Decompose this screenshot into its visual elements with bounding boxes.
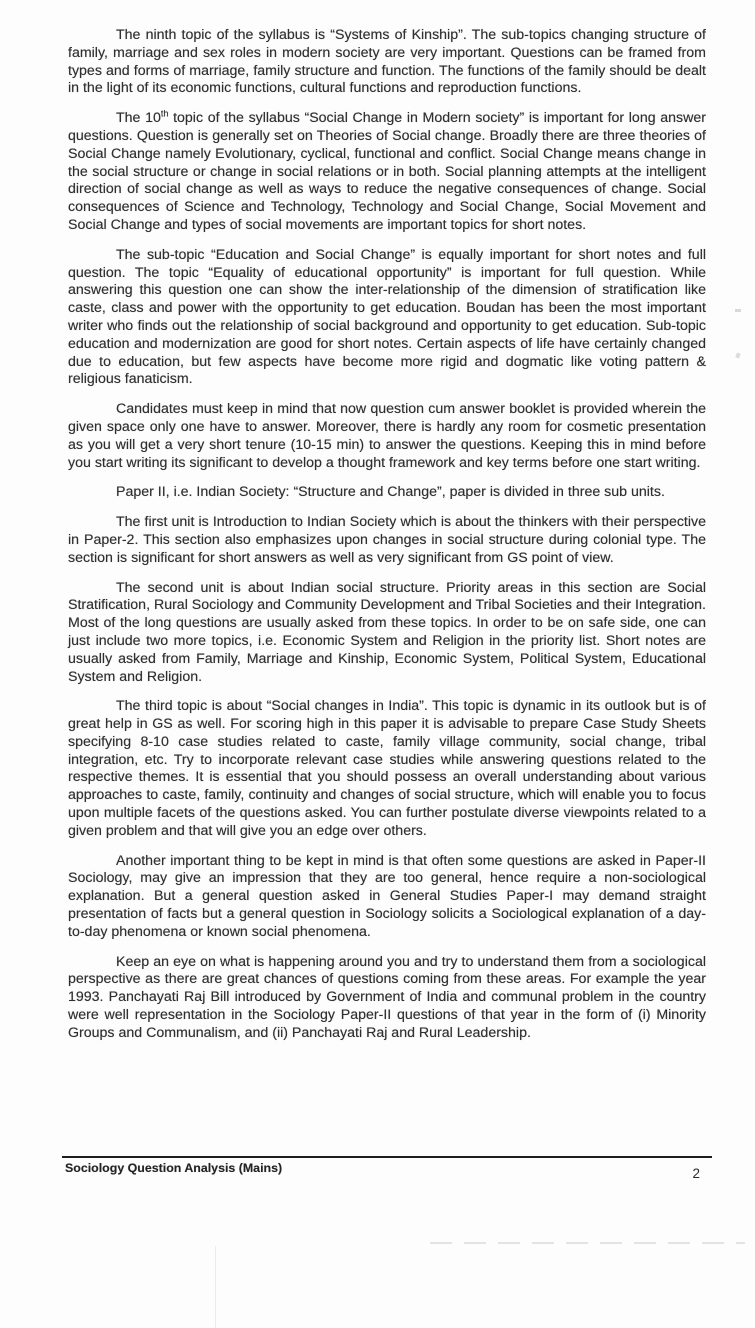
scan-artifact-speck <box>735 309 741 312</box>
paragraph-8: The third topic is about “Social changes in India”. This topic is dynamic in its outlook but is of great help in GS as well. For scoring high in this paper it is advisable to prepare Case Study Sheets specifying 8-10 case studies related to caste, family village community, social change, tribal integration, etc. Try to incorporate relevant case studies while answering questions related to the respective themes. It is essential that you should possess an overall understanding about various approaches to caste, family, continuity and changes of social structure, which will enable you to focus upon multiple facets of the questions asked. You can further postulate diverse viewpoints related to a given problem and that will give you an edge over others. <box>68 698 706 839</box>
scan-artifact-vertical-line <box>215 1246 216 1328</box>
paragraph-4: Candidates must keep in mind that now question cum answer booklet is provided wherein the given space only one have to answer. Moreover, there is hardly any room for cosmetic presentation as you will get a very short tenure (10-15 min) to answer the questions. Keeping this in mind before you start writing its significant to develop a thought framework and key terms before one start writing. <box>68 401 706 471</box>
ordinal-superscript: th <box>160 108 169 119</box>
paragraph-6: The first unit is Introduction to Indian Society which is about the thinkers with their perspective in Paper-2. This section also emphasizes upon changes in social structure during colonial type. The section is significant for short answers as well as very significant from GS point of view. <box>68 514 706 566</box>
paragraph-2-lead: The 10 <box>116 110 161 127</box>
paragraph-10: Keep an eye on what is happening around you and try to understand them from a sociological perspective as there are great chances of questions coming from these areas. For example the year 1993. Panchayati Raj Bill introduced by Government of India and communal problem in the country were well representation in the Sociology Paper-II questions of that year in the form of (i) Minority Groups and Communalism, and (ii) Panchayati Raj and Rural Leadership. <box>68 953 706 1041</box>
footer-title: Sociology Question Analysis (Mains) <box>65 1161 283 1175</box>
page-footer <box>62 1156 712 1181</box>
paragraph-2-rest: topic of the syllabus “Social Change in Modern society” is important for long answer questions. Question is generally set on Theories of Social change. Broadly there are three theories of Social Change namely Evolutionary, cyclical, functional and conflict. Social Change means change in the social structure or change in social relations or in both. Social planning attempts at the intelligent direction of social change as well as ways to reduce the negative consequences of change. Social consequences of Science and Technology, Technology and Social Change, Social Movement and Social Change and types of social movements are important topics for short notes. <box>68 110 706 233</box>
paragraph-3: The sub-topic “Education and Social Change” is equally important for short notes and full question. The topic “Equality of educational opportunity” is important for full question. While answering this question one can show the inter-relationship of the dimension of stratification like caste, class and power with the opportunity to get education. Boudan has been the most important writer who finds out the relationship of social background and opportunity to get education. Sub-topic education and modernization are good for short notes. Certain aspects of life have certainly changed due to education, but few aspects have become more rigid and dogmatic like voting pattern & religious fanaticism. <box>68 246 706 388</box>
document-body <box>68 27 706 1055</box>
paragraph-9: Another important thing to be kept in mind is that often some questions are asked in Paper-II Sociology, may give an impression that they are too general, hence require a non-sociological explanation. But a general question asked in General Studies Paper-I may demand straight presentation of facts but a general question in Sociology solicits a Sociological explanation of a day-to-day phenomena or known social phenomena. <box>68 852 706 940</box>
scan-artifact-horizontal-streak <box>430 1242 745 1244</box>
page-number: 2 <box>692 1166 700 1181</box>
paragraph-7: The second unit is about Indian social structure. Priority areas in this section are Social Stratification, Rural Sociology and Community Development and Tribal Societies and their Integration. Most of the long questions are usually asked from these topics. In order to be on safe side, one can just include two more topics, i.e. Economic System and Religion in the priority list. Short notes are usually asked from Family, Marriage and Kinship, Economic System, Political System, Educational System and Religion. <box>68 579 706 685</box>
paragraph-5: Paper II, i.e. Indian Society: “Structure and Change”, paper is divided in three sub units. <box>116 484 665 501</box>
scan-artifact-speck <box>735 352 740 358</box>
paragraph-2 <box>68 110 706 235</box>
paragraph-1: The ninth topic of the syllabus is “Systems of Kinship”. The sub-topics changing structure of family, marriage and sex roles in modern society are very important. Questions can be framed from types and forms of marriage, family structure and function. The functions of the family should be dealt in the light of its economic functions, cultural functions and reproduction functions. <box>68 27 706 97</box>
